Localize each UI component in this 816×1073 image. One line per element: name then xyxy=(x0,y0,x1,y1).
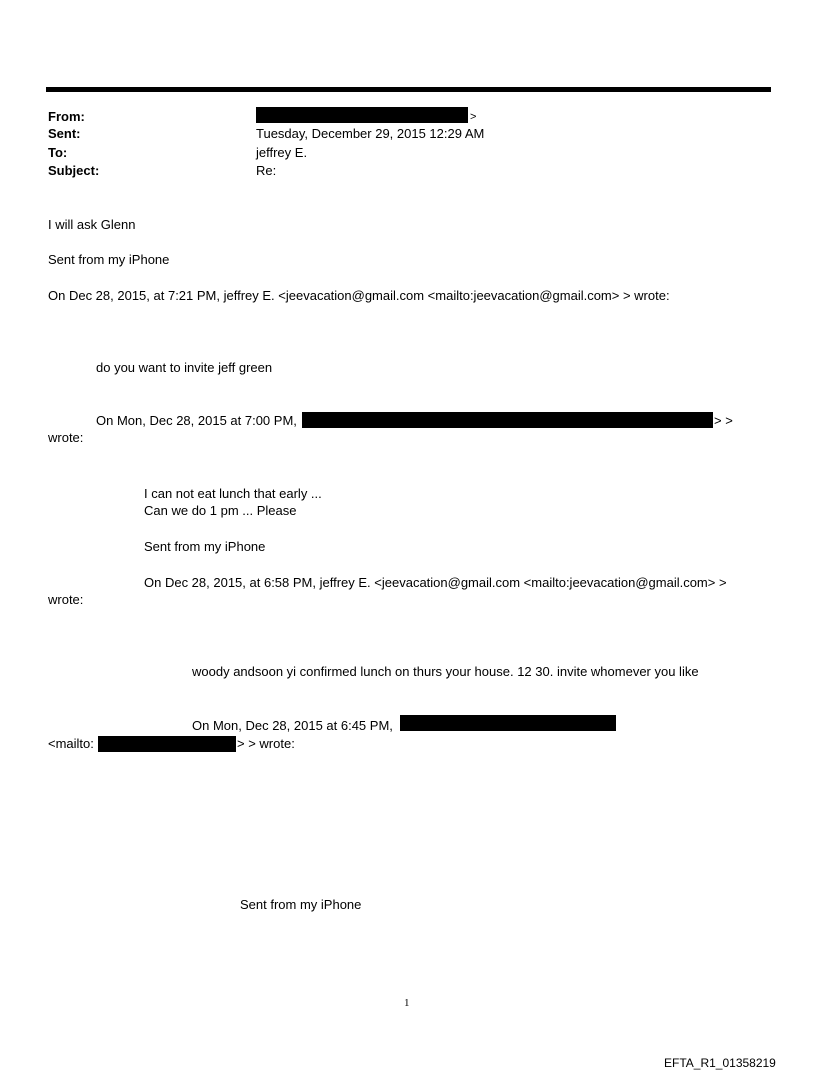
quote-header-tail: > > xyxy=(714,413,733,428)
quote-header: On Mon, Dec 28, 2015 at 6:45 PM, xyxy=(192,718,393,733)
to-value: jeffrey E. xyxy=(256,145,308,160)
document-id: EFTA_R1_01358219 xyxy=(664,1056,776,1070)
quote-header: On Dec 28, 2015, at 7:21 PM, jeffrey E. <jeevacation@gmail.com <mailto:jeevacation@gmail.com> > wrote: xyxy=(48,288,670,303)
quoted-message-line: Can we do 1 pm ... Please xyxy=(144,503,297,518)
redacted-block xyxy=(400,715,616,731)
redacted-block xyxy=(302,412,713,428)
quote-wrote: wrote: xyxy=(48,430,84,445)
page-number: 1 xyxy=(404,997,410,1009)
to-label: To: xyxy=(48,145,68,160)
message-line: I will ask Glenn xyxy=(48,217,136,232)
from-value-tail: > xyxy=(470,111,477,123)
signature: Sent from my iPhone xyxy=(48,252,170,267)
quote-header: On Dec 28, 2015, at 6:58 PM, jeffrey E. <jeevacation@gmail.com <mailto:jeevacation@gmail.com> > xyxy=(144,575,727,590)
signature: Sent from my iPhone xyxy=(240,897,362,912)
subject-value: Re: xyxy=(256,163,277,178)
quote-mailto: <mailto: xyxy=(48,736,94,751)
subject-label: Subject: xyxy=(48,163,100,178)
signature: Sent from my iPhone xyxy=(144,539,266,554)
quote-wrote: wrote: xyxy=(48,592,84,607)
from-label: From: xyxy=(48,109,85,124)
quoted-message-line: woody andsoon yi confirmed lunch on thurs your house. 12 30. invite whomever you like xyxy=(192,664,699,679)
quote-header: On Mon, Dec 28, 2015 at 7:00 PM, xyxy=(96,413,297,428)
redacted-block xyxy=(98,736,236,752)
redacted-block xyxy=(256,107,468,123)
sent-label: Sent: xyxy=(48,126,81,141)
quoted-message-line: I can not eat lunch that early ... xyxy=(144,486,322,501)
quote-mailto-tail: > > wrote: xyxy=(237,736,295,751)
quoted-message-line: do you want to invite jeff green xyxy=(96,360,273,375)
header-rule xyxy=(46,87,771,92)
sent-value: Tuesday, December 29, 2015 12:29 AM xyxy=(256,126,485,141)
